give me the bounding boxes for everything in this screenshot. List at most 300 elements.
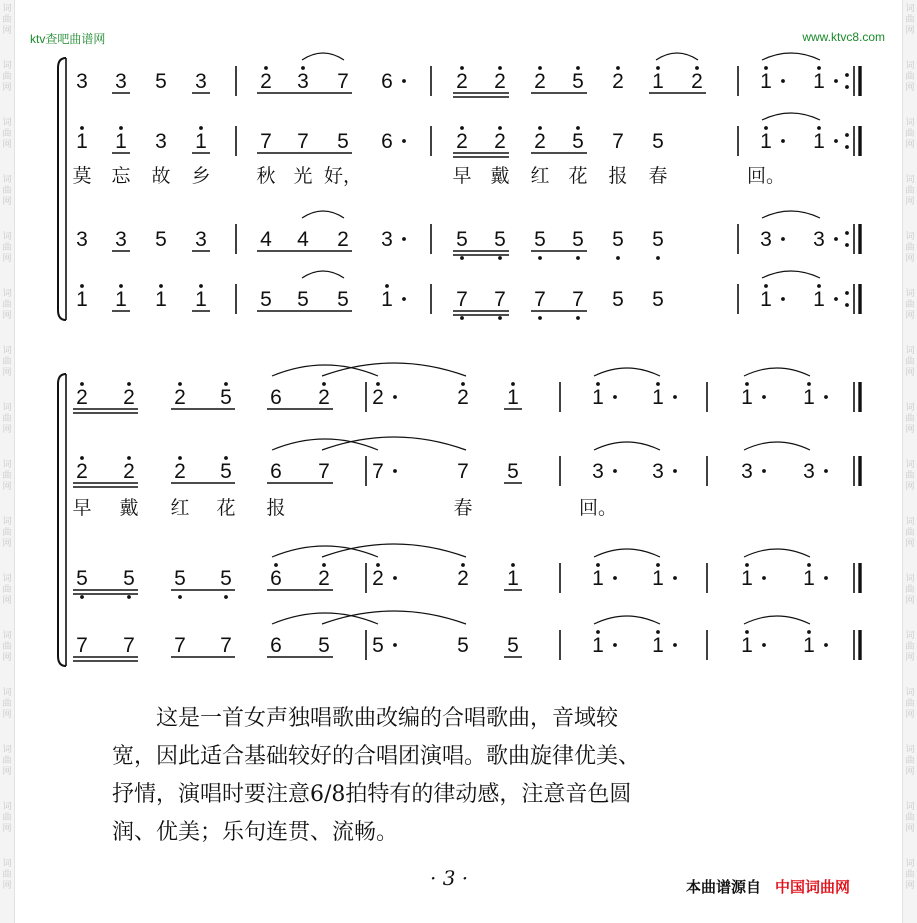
watermark-glyph: 曲 — [905, 585, 915, 595]
watermark-glyph: 网 — [2, 197, 12, 207]
watermark-glyph: 网 — [905, 653, 915, 663]
lyric-char: 红 — [170, 497, 190, 519]
repeat-dot — [845, 133, 849, 137]
octave-dot-high — [264, 66, 268, 70]
watermark-glyph: 曲 — [2, 699, 12, 709]
credit-label: 本曲谱源自 — [686, 878, 762, 896]
octave-dot-low — [460, 256, 464, 260]
duration-dot — [834, 297, 838, 301]
octave-dot-high — [376, 563, 380, 567]
note: 5 — [652, 130, 664, 153]
note: 3 — [297, 70, 309, 93]
note: 1 — [507, 386, 519, 409]
note: 1 — [592, 634, 604, 657]
slur — [594, 549, 660, 557]
note: 5 — [220, 386, 232, 409]
duration-dot — [762, 576, 766, 580]
note: 1 — [760, 130, 772, 153]
note: 1 — [760, 70, 772, 93]
slur — [322, 437, 466, 450]
note: 2 — [174, 460, 186, 483]
octave-dot-low — [616, 256, 620, 260]
note: 1 — [115, 288, 127, 311]
slur — [762, 211, 820, 218]
note: 5 — [652, 288, 664, 311]
watermark-glyph: 曲 — [2, 243, 12, 253]
note: 5 — [572, 130, 584, 153]
note: 5 — [337, 130, 349, 153]
octave-dot-high — [538, 126, 542, 130]
note: 1 — [803, 567, 815, 590]
octave-dot-high — [538, 66, 542, 70]
watermark-glyph: 词 — [905, 631, 915, 641]
watermark-glyph: 网 — [905, 254, 915, 264]
description-line-1: 这是一首女声独唱歌曲改编的合唱歌曲，音域较 — [156, 706, 619, 731]
repeat-dot — [845, 231, 849, 235]
note: 7 — [174, 634, 186, 657]
octave-dot-high — [596, 382, 600, 386]
octave-dot-high — [807, 563, 811, 567]
watermark-glyph: 曲 — [905, 870, 915, 880]
note: 2 — [174, 386, 186, 409]
watermark-glyph: 词 — [905, 802, 915, 812]
octave-dot-high — [817, 66, 821, 70]
note: 1 — [652, 634, 664, 657]
system-bracket — [58, 374, 66, 666]
watermark-glyph: 网 — [905, 197, 915, 207]
octave-dot-high — [656, 563, 660, 567]
note: 6 — [381, 70, 393, 93]
duration-dot — [834, 139, 838, 143]
lyric-char: 莫 — [72, 165, 92, 187]
lyric-char: 春 — [453, 497, 473, 519]
note: 5 — [534, 228, 546, 251]
watermark-glyph: 词 — [905, 403, 915, 413]
octave-dot-high — [80, 284, 84, 288]
duration-dot — [393, 469, 397, 473]
note: 1 — [741, 634, 753, 657]
note: 7 — [123, 634, 135, 657]
note: 2 — [76, 386, 88, 409]
duration-dot — [781, 297, 785, 301]
watermark-glyph: 曲 — [2, 15, 12, 25]
octave-dot-high — [764, 66, 768, 70]
watermark-glyph: 网 — [905, 881, 915, 891]
note: 3 — [76, 70, 88, 93]
watermark-glyph: 词 — [2, 403, 12, 413]
duration-dot — [824, 576, 828, 580]
note: 7 — [337, 70, 349, 93]
system-bracket — [58, 58, 66, 320]
watermark-glyph: 词 — [905, 61, 915, 71]
note: 7 — [494, 288, 506, 311]
note: 2 — [534, 70, 546, 93]
note: 5 — [337, 288, 349, 311]
slur — [594, 368, 660, 376]
watermark-glyph: 网 — [905, 824, 915, 834]
watermark-glyph: 网 — [2, 425, 12, 435]
slur — [322, 363, 466, 376]
watermark-glyph: 词 — [905, 175, 915, 185]
note: 5 — [220, 567, 232, 590]
octave-dot-high — [656, 382, 660, 386]
note: 7 — [297, 130, 309, 153]
duration-dot — [673, 576, 677, 580]
note: 7 — [572, 288, 584, 311]
note: 3 — [741, 460, 753, 483]
octave-dot-high — [817, 126, 821, 130]
octave-dot-high — [576, 66, 580, 70]
watermark-glyph: 曲 — [905, 756, 915, 766]
note: 3 — [381, 228, 393, 251]
watermark-glyph: 网 — [905, 767, 915, 777]
watermark-glyph: 词 — [905, 517, 915, 527]
site-label-left[interactable]: ktv查吧曲谱网 — [30, 32, 106, 46]
octave-dot-high — [274, 563, 278, 567]
note: 6 — [270, 634, 282, 657]
watermark-glyph: 词 — [905, 745, 915, 755]
note: 6 — [270, 386, 282, 409]
note: 2 — [76, 460, 88, 483]
description-line-3: 抒情，演唱时要注意6/8拍特有的律动感，注意音色圆 — [112, 782, 632, 807]
note: 1 — [803, 386, 815, 409]
duration-dot — [781, 237, 785, 241]
duration-dot — [402, 139, 406, 143]
note: 1 — [381, 288, 393, 311]
octave-dot-high — [376, 382, 380, 386]
credit-brand[interactable]: 中国词曲网 — [775, 878, 851, 896]
note: 2 — [457, 567, 469, 590]
watermark-glyph: 词 — [2, 346, 12, 356]
note: 1 — [803, 634, 815, 657]
note: 5 — [507, 460, 519, 483]
note: 5 — [123, 567, 135, 590]
watermark-glyph: 网 — [2, 539, 12, 549]
watermark-glyph: 网 — [2, 824, 12, 834]
watermark-glyph: 曲 — [2, 585, 12, 595]
note: 3 — [115, 70, 127, 93]
note: 7 — [456, 288, 468, 311]
octave-dot-high — [80, 126, 84, 130]
lyric-char: 报 — [266, 497, 286, 519]
duration-dot — [613, 469, 617, 473]
note: 2 — [456, 130, 468, 153]
watermark-glyph: 词 — [905, 232, 915, 242]
watermark-glyph: 网 — [2, 26, 12, 36]
octave-dot-high — [807, 382, 811, 386]
octave-dot-high — [119, 284, 123, 288]
watermark-glyph: 曲 — [2, 756, 12, 766]
watermark-glyph: 网 — [905, 710, 915, 720]
watermark-glyph: 词 — [2, 574, 12, 584]
watermark-glyph: 网 — [905, 539, 915, 549]
note: 1 — [195, 130, 207, 153]
note: 7 — [260, 130, 272, 153]
page-number: · 3 · — [430, 866, 469, 890]
duration-dot — [824, 469, 828, 473]
watermark-glyph: 曲 — [905, 642, 915, 652]
watermark-glyph: 网 — [2, 710, 12, 720]
duration-dot — [781, 79, 785, 83]
watermark-glyph: 词 — [2, 118, 12, 128]
note: 1 — [592, 386, 604, 409]
slur — [762, 113, 820, 120]
watermark-glyph: 网 — [905, 368, 915, 378]
watermark-glyph: 网 — [2, 254, 12, 264]
octave-dot-high — [385, 284, 389, 288]
note: 2 — [318, 567, 330, 590]
watermark-glyph: 曲 — [2, 813, 12, 823]
slur — [762, 53, 820, 60]
note: 7 — [612, 130, 624, 153]
watermark-glyph: 词 — [2, 4, 12, 14]
duration-dot — [762, 643, 766, 647]
note: 5 — [572, 70, 584, 93]
watermark-glyph: 曲 — [905, 300, 915, 310]
lyric-char: 红 — [530, 165, 550, 187]
note: 3 — [592, 460, 604, 483]
slur — [302, 211, 344, 218]
watermark-glyph: 词 — [2, 232, 12, 242]
octave-dot-high — [807, 630, 811, 634]
watermark-glyph: 网 — [905, 311, 915, 321]
note: 2 — [457, 386, 469, 409]
watermark-glyph: 曲 — [905, 186, 915, 196]
repeat-dot — [845, 291, 849, 295]
duration-dot — [613, 576, 617, 580]
duration-dot — [673, 469, 677, 473]
watermark-glyph: 网 — [905, 482, 915, 492]
song-description — [112, 700, 832, 852]
note: 5 — [155, 70, 167, 93]
note: 5 — [76, 567, 88, 590]
watermark-glyph: 网 — [905, 596, 915, 606]
note: 7 — [534, 288, 546, 311]
slur — [656, 53, 698, 60]
repeat-dot — [845, 85, 849, 89]
octave-dot-high — [498, 66, 502, 70]
duration-dot — [824, 643, 828, 647]
description-line-2: 宽，因此适合基础较好的合唱团演唱。歌曲旋律优美、 — [112, 744, 641, 769]
note: 2 — [123, 386, 135, 409]
octave-dot-high — [127, 382, 131, 386]
note: 2 — [123, 460, 135, 483]
lyric-char: 光 — [293, 165, 313, 187]
lyric-char: 早 — [72, 497, 92, 519]
slur — [302, 53, 344, 60]
octave-dot-high — [745, 630, 749, 634]
note: 7 — [220, 634, 232, 657]
watermark-glyph: 词 — [905, 289, 915, 299]
octave-dot-low — [498, 256, 502, 260]
note: 5 — [652, 228, 664, 251]
watermark-glyph: 词 — [905, 460, 915, 470]
octave-dot-low — [460, 316, 464, 320]
slur — [762, 271, 820, 278]
octave-dot-high — [745, 563, 749, 567]
note: 6 — [381, 130, 393, 153]
note: 1 — [813, 70, 825, 93]
note: 4 — [297, 228, 309, 251]
watermark-glyph: 网 — [2, 596, 12, 606]
note: 5 — [155, 228, 167, 251]
octave-dot-low — [224, 595, 228, 599]
note: 6 — [270, 460, 282, 483]
octave-dot-low — [80, 595, 84, 599]
octave-dot-low — [498, 316, 502, 320]
note: 1 — [155, 288, 167, 311]
note: 2 — [494, 70, 506, 93]
description-line-4: 润、优美；乐句连贯、流畅。 — [112, 820, 399, 845]
octave-dot-high — [656, 630, 660, 634]
watermark-glyph: 曲 — [905, 528, 915, 538]
watermark-glyph: 网 — [905, 140, 915, 150]
note: 2 — [318, 386, 330, 409]
source-credit — [686, 876, 850, 897]
note: 2 — [691, 70, 703, 93]
octave-dot-low — [576, 316, 580, 320]
watermark-glyph: 曲 — [905, 699, 915, 709]
watermark-glyph: 词 — [2, 802, 12, 812]
note: 5 — [507, 634, 519, 657]
duration-dot — [402, 237, 406, 241]
watermark-glyph: 词 — [2, 175, 12, 185]
duration-dot — [824, 395, 828, 399]
lyric-char: 戴 — [490, 165, 510, 187]
octave-dot-high — [745, 382, 749, 386]
octave-dot-high — [224, 456, 228, 460]
duration-dot — [402, 79, 406, 83]
watermark-glyph: 网 — [2, 767, 12, 777]
watermark-glyph: 网 — [2, 83, 12, 93]
watermark-glyph: 曲 — [905, 471, 915, 481]
watermark-glyph: 曲 — [2, 414, 12, 424]
octave-dot-high — [616, 66, 620, 70]
watermark-glyph: 曲 — [905, 813, 915, 823]
note: 3 — [155, 130, 167, 153]
octave-dot-high — [178, 456, 182, 460]
duration-dot — [834, 237, 838, 241]
octave-dot-high — [80, 382, 84, 386]
note: 5 — [456, 228, 468, 251]
note: 3 — [195, 70, 207, 93]
lyric-char: 好， — [323, 165, 363, 187]
octave-dot-high — [199, 284, 203, 288]
watermark-glyph: 词 — [2, 859, 12, 869]
watermark-glyph: 网 — [2, 368, 12, 378]
note: 7 — [76, 634, 88, 657]
watermark-glyph: 词 — [2, 745, 12, 755]
note: 2 — [456, 70, 468, 93]
octave-dot-high — [460, 126, 464, 130]
watermark-glyph: 曲 — [2, 72, 12, 82]
octave-dot-low — [127, 595, 131, 599]
note: 5 — [220, 460, 232, 483]
octave-dot-high — [764, 284, 768, 288]
note: 3 — [760, 228, 772, 251]
note: 1 — [507, 567, 519, 590]
duration-dot — [781, 139, 785, 143]
lyric-char: 春 — [648, 165, 668, 187]
lyric-char: 回。 — [746, 165, 786, 187]
site-label-right[interactable]: www.ktvc8.com — [802, 30, 885, 44]
lyric-char: 故 — [151, 165, 171, 187]
note: 3 — [652, 460, 664, 483]
note: 5 — [372, 634, 384, 657]
watermark-glyph: 曲 — [2, 129, 12, 139]
watermark-glyph: 网 — [905, 26, 915, 36]
slur — [744, 368, 810, 376]
octave-dot-high — [322, 382, 326, 386]
note: 2 — [372, 386, 384, 409]
slur — [322, 611, 466, 624]
watermark-glyph: 网 — [905, 83, 915, 93]
slur — [302, 271, 344, 278]
octave-dot-high — [511, 563, 515, 567]
note: 7 — [318, 460, 330, 483]
slur — [594, 616, 660, 624]
watermark-glyph: 词 — [905, 688, 915, 698]
watermark-glyph: 曲 — [2, 471, 12, 481]
duration-dot — [613, 643, 617, 647]
lyric-char: 早 — [452, 165, 472, 187]
watermark-glyph: 词 — [2, 460, 12, 470]
note: 5 — [612, 288, 624, 311]
note: 5 — [572, 228, 584, 251]
repeat-dot — [845, 303, 849, 307]
duration-dot — [613, 395, 617, 399]
note: 2 — [494, 130, 506, 153]
watermark-glyph: 曲 — [2, 357, 12, 367]
octave-dot-low — [656, 256, 660, 260]
note: 1 — [813, 288, 825, 311]
note: 1 — [652, 567, 664, 590]
watermark-glyph: 网 — [2, 311, 12, 321]
octave-dot-high — [461, 382, 465, 386]
octave-dot-high — [817, 284, 821, 288]
watermark-glyph: 曲 — [2, 300, 12, 310]
watermark-glyph: 词 — [2, 289, 12, 299]
octave-dot-high — [199, 126, 203, 130]
octave-dot-high — [461, 563, 465, 567]
watermark-glyph: 曲 — [905, 243, 915, 253]
note: 2 — [612, 70, 624, 93]
octave-dot-high — [80, 456, 84, 460]
watermark-glyph: 网 — [2, 482, 12, 492]
octave-dot-high — [178, 382, 182, 386]
note: 5 — [297, 288, 309, 311]
note: 3 — [813, 228, 825, 251]
note: 1 — [115, 130, 127, 153]
note: 2 — [534, 130, 546, 153]
note: 5 — [457, 634, 469, 657]
watermark-glyph: 网 — [905, 425, 915, 435]
note: 1 — [592, 567, 604, 590]
lyric-char: 花 — [568, 165, 588, 187]
note: 1 — [652, 386, 664, 409]
octave-dot-low — [538, 316, 542, 320]
octave-dot-low — [178, 595, 182, 599]
octave-dot-high — [656, 66, 660, 70]
note: 4 — [260, 228, 272, 251]
lyric-char: 忘 — [111, 165, 131, 187]
duration-dot — [762, 395, 766, 399]
duration-dot — [762, 469, 766, 473]
duration-dot — [673, 643, 677, 647]
note: 1 — [76, 288, 88, 311]
note: 1 — [195, 288, 207, 311]
note: 1 — [741, 386, 753, 409]
